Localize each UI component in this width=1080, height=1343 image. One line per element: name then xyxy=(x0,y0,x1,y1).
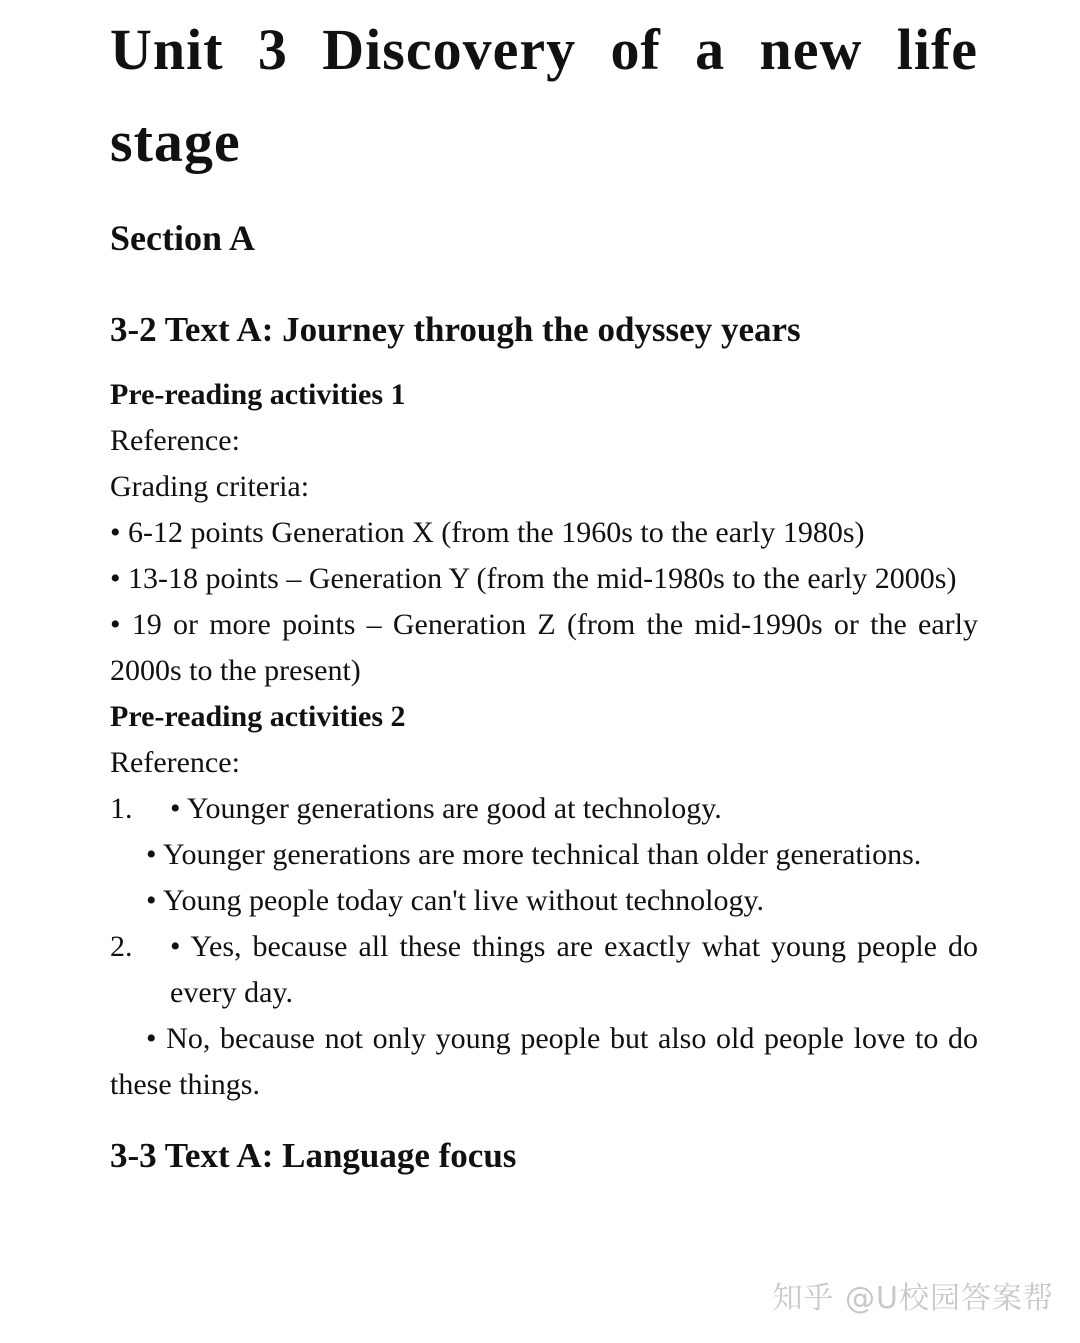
text-a-heading: 3-2 Text A: Journey through the odyssey years xyxy=(110,310,801,349)
answer-2-b: • No, because not only young people but also old people love to do these things. xyxy=(110,1022,978,1101)
answer-1-b: • Younger generations are more technical than older generations. xyxy=(146,838,922,871)
answer-1-a: • Younger generations are good at technology. xyxy=(170,792,722,825)
pre-reading-1-heading: Pre-reading activities 1 xyxy=(110,378,406,411)
answer-1-number: 1. xyxy=(110,792,133,825)
language-focus-heading: 3-3 Text A: Language focus xyxy=(110,1136,517,1175)
grading-criteria-label: Grading criteria: xyxy=(110,470,310,503)
criteria-item-1: • 6-12 points Generation X (from the 1960s to the early 1980s) xyxy=(110,516,865,549)
body-content xyxy=(110,372,978,1108)
document-page xyxy=(110,0,978,1178)
pre-reading-1-reference: Reference: xyxy=(110,424,240,457)
answer-2-a: • Yes, because all these things are exactly what young people do every day. xyxy=(170,930,978,1009)
unit-title xyxy=(110,4,978,188)
criteria-item-2: • 13-18 points – Generation Y (from the mid-1980s to the early 2000s) xyxy=(110,562,957,595)
criteria-item-3: • 19 or more points – Generation Z (from the mid-1990s or the early 2000s to the present) xyxy=(110,608,978,687)
answer-1-c: • Young people today can't live without technology. xyxy=(146,884,765,917)
zhihu-watermark: 知乎 @U校园答案帮 xyxy=(772,1281,1054,1316)
answer-2-row xyxy=(110,924,978,1016)
answer-1-row xyxy=(110,786,978,832)
pre-reading-2-heading: Pre-reading activities 2 xyxy=(110,700,406,733)
pre-reading-2-reference: Reference: xyxy=(110,746,240,779)
answer-2-number: 2. xyxy=(110,930,133,963)
unit-title-line-1: Unit 3 Discovery of a new life xyxy=(110,17,978,82)
section-heading: Section A xyxy=(110,218,256,258)
unit-title-line-2: stage xyxy=(110,109,241,174)
